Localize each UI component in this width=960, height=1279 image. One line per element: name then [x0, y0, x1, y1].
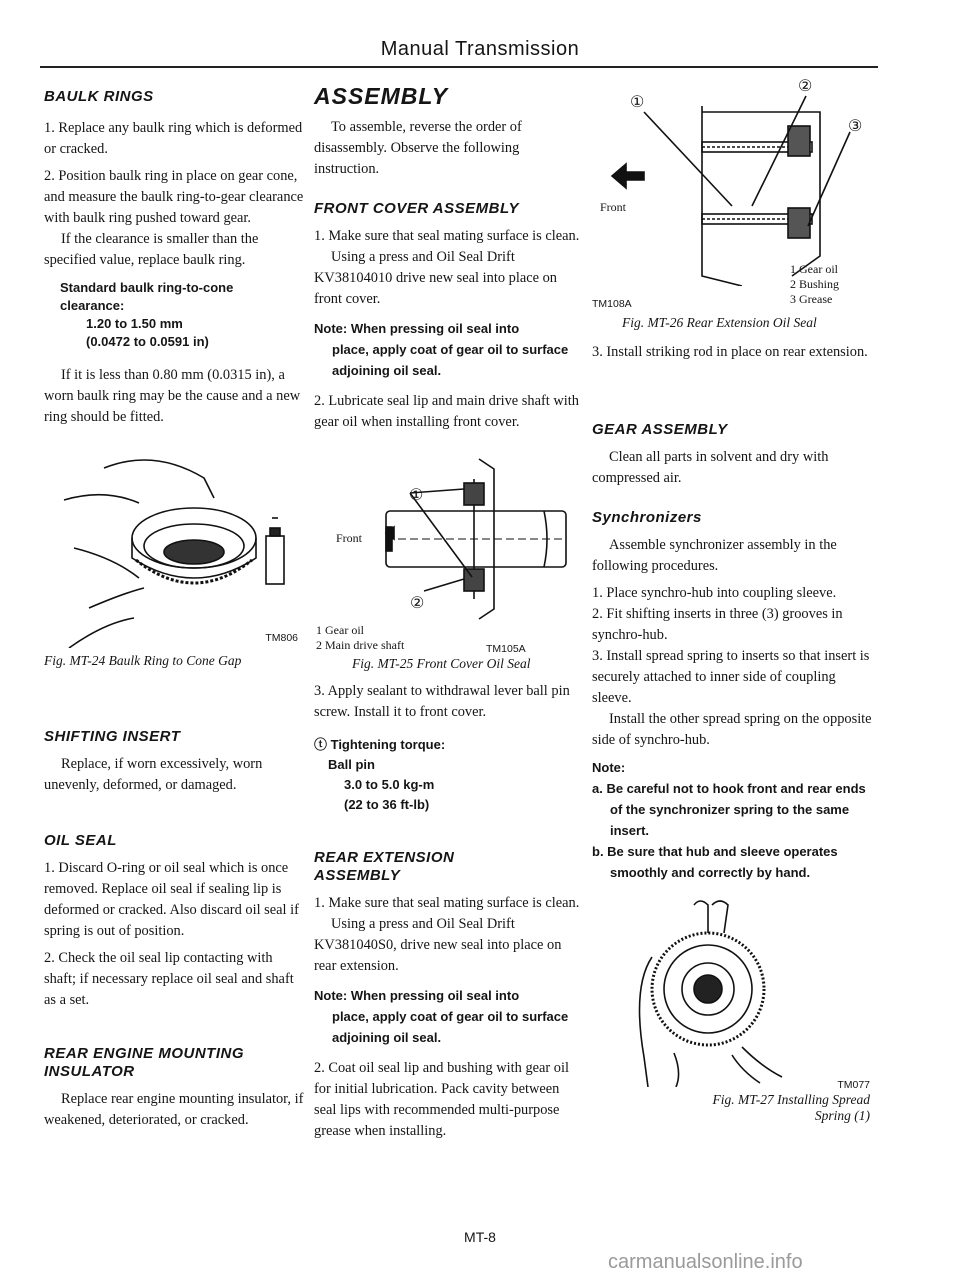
- front-step-1-detail: Using a press and Oil Seal Drift KV38104010 drive new seal into place on front cover.: [314, 249, 557, 307]
- fig-25-caption: Fig. MT-25 Front Cover Oil Seal: [352, 656, 531, 671]
- torque-item: Ball pin: [328, 757, 375, 772]
- rear-note-line-2: place, apply coat of gear oil to surface adjoining oil seal.: [332, 1009, 569, 1045]
- torque-label: ⓣ Tightening torque:: [314, 737, 446, 752]
- fig-27-caption-2: Spring (1): [814, 1108, 870, 1123]
- baulk-spec-label-1: Standard baulk ring-to-cone: [60, 280, 234, 295]
- front-note-line-1: Note: When pressing oil seal into: [314, 321, 520, 336]
- fig-26-legend-2: 2 Bushing: [790, 277, 840, 291]
- fig-26-callout-3: ③: [848, 118, 863, 135]
- header-rule: [40, 66, 878, 68]
- front-note: [314, 318, 582, 381]
- front-note-line-2: place, apply coat of gear oil to surface adjoining oil seal.: [332, 342, 569, 378]
- heading-rear-extension: REAR EXTENSION: [314, 849, 455, 866]
- spread-spring-illustration: [592, 897, 878, 1087]
- baulk-spec-block: [60, 279, 306, 351]
- column-right: [592, 78, 878, 1133]
- figure-mt-26: [592, 78, 878, 336]
- fig-24-caption: Fig. MT-24 Baulk Ring to Cone Gap: [44, 653, 242, 668]
- fig-26-callout-2: ②: [798, 78, 813, 95]
- torque-value-1: 3.0 to 5.0 kg-m: [344, 777, 435, 792]
- rear-step-1-detail: Using a press and Oil Seal Drift KV381040S0, drive new seal into place on rear extension.: [314, 916, 562, 974]
- column-middle: [314, 83, 582, 1148]
- fig-25-legend-2: 2 Main drive shaft: [316, 638, 405, 652]
- sync-step-3: 3. Install spread spring to inserts so that insert is securely attached to inner side of coupling sleeve.: [592, 648, 870, 706]
- sync-intro: Assemble synchronizer assembly in the following procedures.: [592, 537, 837, 574]
- figure-mt-25: [314, 449, 582, 671]
- column-left: [44, 86, 306, 1137]
- fig-25-callout-1: ①: [409, 487, 424, 504]
- fig-27-caption-1: Fig. MT-27 Installing Spread: [712, 1092, 870, 1107]
- watermark: carmanualsonline.info: [608, 1251, 803, 1273]
- front-step-2: 2. Lubricate seal lip and main drive shaft with gear oil when installing front cover.: [314, 393, 579, 430]
- sync-step-2: 2. Fit shifting inserts in three (3) grooves in synchro-hub.: [592, 606, 843, 643]
- assembly-intro: To assemble, reverse the order of disassembly. Observe the following instruction.: [314, 119, 522, 177]
- sealant-step-3: 3. Apply sealant to withdrawal lever ball pin screw. Install it to front cover.: [314, 683, 570, 720]
- sync-step-1: 1. Place synchro-hub into coupling sleeve.: [592, 585, 837, 601]
- shifting-text: Replace, if worn excessively, worn unevenly, deformed, or damaged.: [44, 756, 263, 793]
- figure-mt-27: [592, 897, 878, 1133]
- page-header-title: Manual Transmission: [380, 38, 580, 60]
- heading-synchronizers: Synchronizers: [592, 509, 702, 526]
- rear-step-1: 1. Make sure that seal mating surface is clean.: [314, 895, 580, 911]
- sync-step-3-detail: Install the other spread spring on the opposite side of synchro-hub.: [592, 711, 872, 748]
- torque-value-2: (22 to 36 ft-lb): [344, 797, 430, 812]
- rear-note-line-1: Note: When pressing oil seal into: [314, 988, 520, 1003]
- heading-gear-assembly: GEAR ASSEMBLY: [592, 421, 728, 438]
- heading-rear-engine-mounting: REAR ENGINE MOUNTING: [44, 1045, 245, 1062]
- torque-spec: [314, 735, 582, 815]
- fig-25-front-label: Front: [336, 531, 363, 545]
- sync-note-b: b. Be sure that hub and sleeve operates smoothly and correctly by hand.: [592, 844, 838, 880]
- front-step-1: 1. Make sure that seal mating surface is clean.: [314, 228, 580, 244]
- rear-note: [314, 985, 582, 1048]
- heading-shifting-insert: SHIFTING INSERT: [44, 728, 181, 745]
- baulk-spec-label-2: clearance:: [60, 298, 125, 313]
- baulk-step-2: 2. Position baulk ring in place on gear cone, and measure the baulk ring-to-gear clearance with baulk ring pushed toward gear.: [44, 168, 304, 226]
- figure-mt-24: [44, 448, 306, 676]
- page-number: MT-8: [464, 1229, 496, 1245]
- fig-26-code: TM108A: [592, 298, 632, 310]
- gear-assembly-text: Clean all parts in solvent and dry with compressed air.: [592, 449, 829, 486]
- rear-extension-oil-seal-illustration: [592, 86, 878, 286]
- fig-26-caption: Fig. MT-26 Rear Extension Oil Seal: [622, 315, 817, 330]
- mounting-text: Replace rear engine mounting insulator, if weakened, deteriorated, or cracked.: [44, 1091, 304, 1128]
- baulk-step-1: 1. Replace any baulk ring which is deformed or cracked.: [44, 120, 303, 157]
- heading-baulk-rings: BAULK RINGS: [44, 88, 154, 105]
- heading-insulator: INSULATOR: [44, 1063, 135, 1080]
- sync-note-a: a. Be careful not to hook front and rear ends of the synchronizer spring to the same insert.: [592, 781, 866, 838]
- fig-26-front-label: Front: [600, 200, 627, 214]
- fig-25-code: TM105A: [486, 643, 526, 655]
- striking-rod-step: 3. Install striking rod in place on rear extension.: [592, 344, 868, 360]
- heading-rear-extension-assembly: ASSEMBLY: [314, 867, 401, 884]
- heading-assembly: ASSEMBLY: [314, 83, 449, 109]
- fig-25-legend-1: 1 Gear oil: [316, 623, 364, 637]
- fig-25-callout-2: ②: [410, 595, 425, 612]
- heading-oil-seal: OIL SEAL: [44, 832, 117, 849]
- fig-26-legend-3: 3 Grease: [790, 292, 833, 306]
- baulk-text-4: If it is less than 0.80 mm (0.0315 in), a worn baulk ring may be the cause and a new ring should be fitted.: [44, 367, 301, 425]
- fig-24-code: TM806: [265, 632, 298, 644]
- baulk-text-3: If the clearance is smaller than the specified value, replace baulk ring.: [44, 231, 259, 268]
- fig-26-callout-1: ①: [630, 94, 645, 111]
- oil-seal-step-1: 1. Discard O-ring or oil seal which is once removed. Replace oil seal if sealing lip is deformed or cracked. Also discard oil seal if spring is out of position.: [44, 860, 299, 939]
- fig-27-code: TM077: [837, 1079, 870, 1091]
- baulk-spec-value-1: 1.20 to 1.50 mm: [86, 316, 183, 331]
- fig-26-legend-1: 1 Gear oil: [790, 262, 838, 276]
- rear-step-2: 2. Coat oil seal lip and bushing with gear oil for initial lubrication. Pack cavity between seal lips with recommended multi-purpose grease when installing.: [314, 1060, 569, 1139]
- sync-note: [592, 757, 878, 883]
- heading-front-cover-assembly: FRONT COVER ASSEMBLY: [314, 200, 520, 217]
- baulk-ring-illustration: [44, 448, 306, 648]
- oil-seal-step-2: 2. Check the oil seal lip contacting with shaft; if necessary replace oil seal and shaft as a set.: [44, 950, 294, 1008]
- baulk-spec-value-2: (0.0472 to 0.0591 in): [86, 334, 209, 349]
- sync-note-label: Note:: [592, 760, 626, 775]
